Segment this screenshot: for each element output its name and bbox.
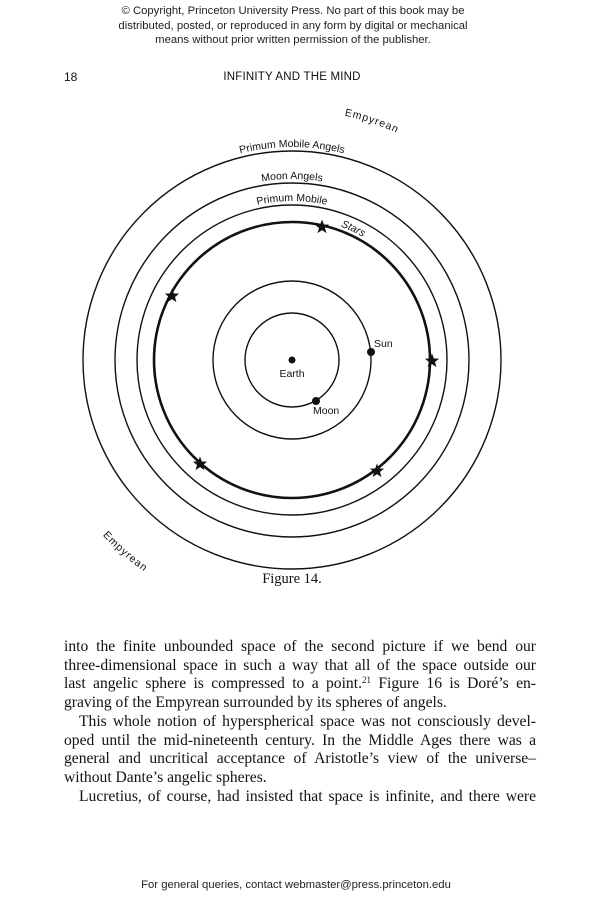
text-segment: Figure 16 is Doré’s en-	[370, 675, 536, 693]
svg-text:Empyrean	[100, 529, 150, 574]
text-line: Lucretius, of course, had insisted that space is infinite, and there were	[79, 787, 536, 805]
star-icon	[425, 354, 439, 368]
star-icon	[315, 220, 329, 234]
copyright-line: © Copyright, Princeton University Press. No part of this book may be	[121, 5, 465, 17]
copyright-line: distributed, posted, or reproduced in any form by digital or mechanical	[118, 19, 468, 32]
text-line: graving of the Empyrean surrounded by its spheres of angels.	[64, 694, 447, 712]
text-line: oped until the mid-nineteenth century. In the Middle Ages there was a	[64, 731, 536, 749]
moon-label: Moon	[313, 405, 340, 417]
moon-angels-label: Moon Angels	[260, 169, 324, 185]
earth-label: Earth	[279, 368, 305, 380]
svg-text:Empyrean	[344, 107, 401, 136]
stars-label: Stars	[339, 218, 368, 240]
moon-dot	[312, 397, 320, 405]
empyrean-bottom-label: Empyrean	[100, 529, 151, 575]
body-text	[64, 638, 536, 806]
text-line: This whole notion of hyperspherical space was not consciously devel-	[79, 712, 536, 730]
footer-contact: For general queries, contact webmaster@press.princeton.edu	[141, 879, 451, 891]
text-line: into the finite unbounded space of the second picture if we bend our	[64, 638, 536, 655]
figure-caption: Figure 14.	[262, 571, 322, 587]
text-segment: last angelic sphere is compressed to a point.	[64, 675, 362, 693]
footnote-ref[interactable]: 21	[361, 675, 371, 686]
copyright-line: means without prior written permission of the publisher.	[155, 34, 431, 46]
text-line: three-dimensional space in such a way that all of the space outside our	[64, 656, 536, 674]
svg-text:Primum Mobile Angels	[238, 138, 346, 156]
sun-label: Sun	[374, 338, 393, 350]
primum-mobile-label: Primum Mobile	[255, 191, 329, 208]
page-number: 18	[64, 70, 78, 84]
text-line	[64, 675, 536, 694]
text-line: without Dante’s angelic spheres.	[64, 768, 267, 786]
empyrean-top-label: Empyrean	[343, 106, 401, 136]
text-line: general and uncritical acceptance of Aristotle’s view of the universe–	[64, 750, 536, 768]
primum-mobile-angels-label: Primum Mobile Angels	[238, 137, 346, 157]
earth-dot	[289, 357, 296, 364]
running-head: INFINITY AND THE MIND	[223, 71, 361, 83]
